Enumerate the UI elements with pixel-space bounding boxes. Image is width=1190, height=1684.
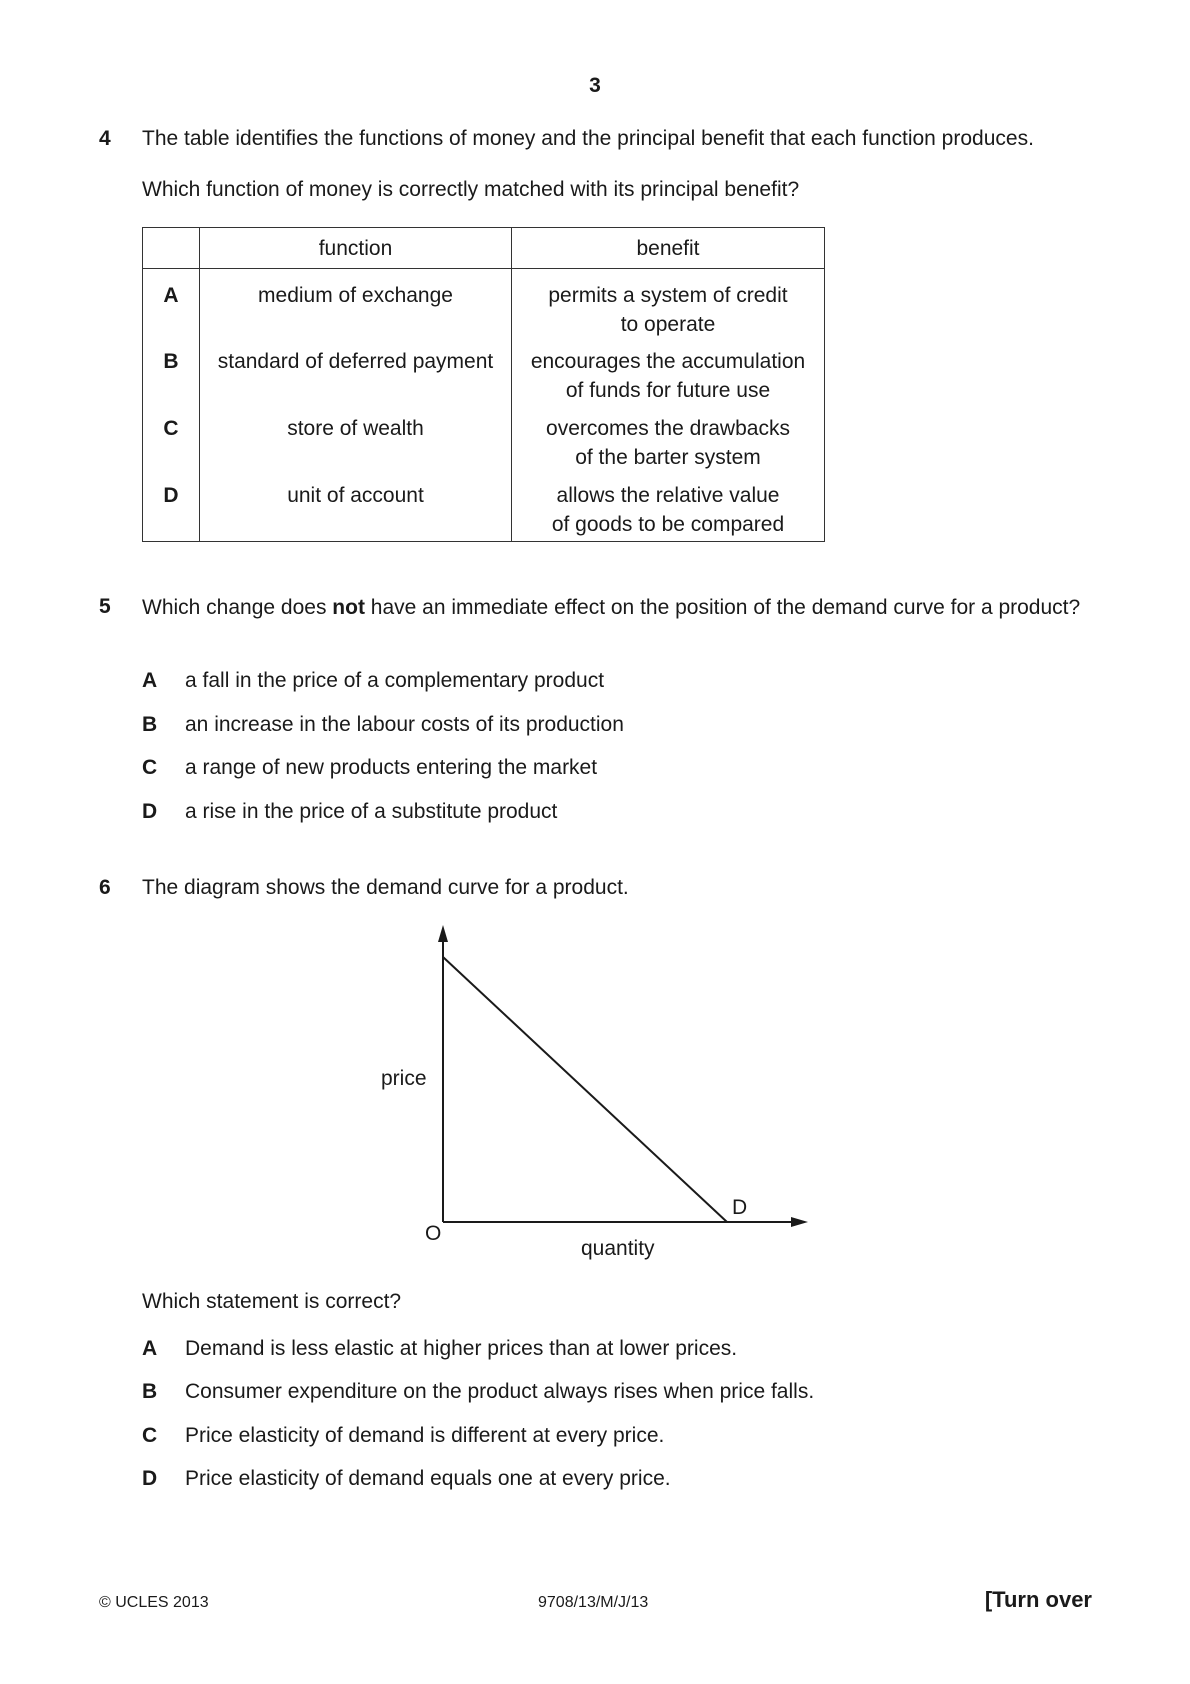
- turn-over-label: [Turn over: [984, 1587, 1092, 1612]
- q5-option-letter: A: [142, 669, 158, 692]
- x-axis-label: quantity: [581, 1237, 655, 1260]
- q6-option-letter: B: [142, 1380, 158, 1403]
- y-axis-arrow-icon: [438, 925, 448, 942]
- row-benefit: encourages the accumulation of funds for future use: [512, 339, 825, 406]
- q6-number: 6: [99, 876, 111, 899]
- demand-curve-line: [443, 957, 727, 1222]
- row-function: standard of deferred payment: [200, 339, 512, 406]
- q6-option-letter: C: [142, 1424, 158, 1447]
- footer-paper-code: 9708/13/M/J/13: [538, 1594, 649, 1611]
- y-axis-label: price: [381, 1067, 427, 1090]
- row-letter: A: [143, 269, 200, 340]
- q4-intro: The table identifies the functions of money and the principal benefit that each function produces.: [142, 127, 1034, 150]
- q5-option-text: a rise in the price of a substitute product: [185, 800, 558, 823]
- q5-option-text: a fall in the price of a complementary product: [185, 669, 605, 692]
- q6-option-text: Consumer expenditure on the product always rises when price falls.: [185, 1380, 815, 1403]
- q6-option-text: Demand is less elastic at higher prices than at lower prices.: [185, 1337, 738, 1360]
- row-benefit: permits a system of credit to operate: [512, 269, 825, 340]
- footer-copyright: © UCLES 2013: [99, 1594, 209, 1611]
- table-header-function: function: [200, 228, 512, 269]
- page-number: 3: [589, 74, 601, 97]
- row-benefit: allows the relative value of goods to be compared: [512, 473, 825, 542]
- demand-curve-label: D: [732, 1196, 748, 1219]
- q6-option-text: Price elasticity of demand equals one at every price.: [185, 1467, 671, 1490]
- origin-label: O: [425, 1222, 442, 1245]
- y-axis: [438, 925, 448, 1222]
- row-letter: B: [143, 339, 200, 406]
- q5-option-letter: D: [142, 800, 158, 823]
- row-letter: C: [143, 406, 200, 473]
- q5-option-text: a range of new products entering the market: [185, 756, 598, 779]
- table-header-benefit: benefit: [512, 228, 825, 269]
- q6-option-letter: D: [142, 1467, 158, 1490]
- q6-question: Which statement is correct?: [142, 1290, 402, 1313]
- q5-option-text: an increase in the labour costs of its production: [185, 713, 624, 736]
- row-letter: D: [143, 473, 200, 542]
- q5-question: Which change does not have an immediate effect on the position of the demand curve for a product?: [142, 596, 1081, 619]
- q5-number: 5: [99, 595, 111, 618]
- x-axis-arrow-icon: [791, 1217, 808, 1227]
- row-function: unit of account: [200, 473, 512, 542]
- x-axis: [443, 1217, 808, 1227]
- row-benefit: overcomes the drawbacks of the barter system: [512, 406, 825, 473]
- q4-question: Which function of money is correctly matched with its principal benefit?: [142, 178, 800, 201]
- q5-option-letter: C: [142, 756, 158, 779]
- q4-number: 4: [99, 127, 111, 150]
- q5-option-letter: B: [142, 713, 158, 736]
- q6-option-letter: A: [142, 1337, 158, 1360]
- row-function: store of wealth: [200, 406, 512, 473]
- q6-option-text: Price elasticity of demand is different at every price.: [185, 1424, 665, 1447]
- row-function: medium of exchange: [200, 269, 512, 340]
- q6-intro: The diagram shows the demand curve for a product.: [142, 876, 629, 899]
